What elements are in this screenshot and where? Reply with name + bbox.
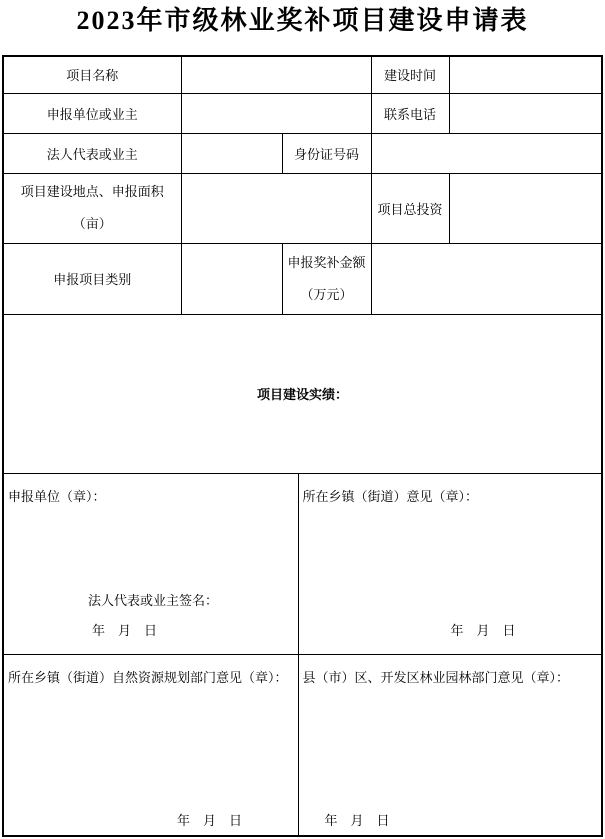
total-investment-label: 项目总投资 [371, 173, 449, 243]
applicant-date-line: 年 月 日 [92, 622, 158, 638]
project-category-label: 申报项目类别 [3, 243, 181, 314]
construction-time-label: 建设时间 [371, 56, 449, 93]
subsidy-amount-value-cell [371, 243, 602, 314]
row-legal-rep [3, 133, 602, 173]
legal-rep-signature-label: 法人代表或业主签名： [88, 592, 219, 608]
id-number-value-cell [371, 133, 602, 173]
township-opinion-cell [298, 473, 602, 654]
row-applicant-township [3, 473, 602, 654]
subsidy-amount-label-line2: （万元） [300, 286, 353, 302]
form-title: 2023年市级林业奖补项目建设申请表 [76, 6, 529, 35]
project-name-value-cell [181, 56, 371, 93]
resources-dept-opinion-cell [3, 654, 298, 836]
applicant-seal-label: 申报单位（章）： [8, 488, 106, 504]
location-area-label-line1: 项目建设地点、申报面积 [20, 184, 164, 199]
applicant-unit-label: 申报单位或业主 [3, 93, 181, 133]
township-opinion-label: 所在乡镇（街道）意见（章）： [302, 488, 479, 504]
total-investment-value-cell [449, 173, 602, 243]
row-project-name [3, 56, 602, 93]
resources-dept-opinion-label: 所在乡镇（街道）自然资源规划部门意见（章）： [8, 669, 288, 685]
forestry-dept-date-line: 年 月 日 [324, 812, 390, 828]
location-area-value-cell [181, 173, 371, 243]
township-date-line: 年 月 日 [450, 622, 516, 638]
resources-dept-date-line: 年 月 日 [177, 812, 243, 828]
location-area-label [3, 173, 181, 243]
location-area-label-line2: （亩） [72, 216, 112, 231]
subsidy-amount-label [282, 243, 371, 314]
id-number-label: 身份证号码 [282, 133, 371, 173]
applicant-unit-value-cell [181, 93, 371, 133]
contact-phone-value-cell [449, 93, 602, 133]
subsidy-amount-label-line1: 申报奖补金额 [287, 254, 366, 270]
row-achievements [3, 314, 602, 473]
legal-rep-label: 法人代表或业主 [3, 133, 181, 173]
row-project-category [3, 243, 602, 314]
contact-phone-label: 联系电话 [371, 93, 449, 133]
achievements-label: 项目建设实绩： [257, 387, 349, 402]
project-category-value-cell [181, 243, 282, 314]
project-name-label: 项目名称 [3, 56, 181, 93]
achievements-section [3, 314, 602, 473]
forestry-dept-opinion-cell [298, 654, 602, 836]
row-location-area [3, 173, 602, 243]
legal-rep-value-cell [181, 133, 282, 173]
construction-time-value-cell [449, 56, 602, 93]
applicant-seal-cell [3, 473, 298, 654]
application-form-table [2, 55, 603, 837]
row-applicant-unit [3, 93, 602, 133]
row-dept-opinions [3, 654, 602, 836]
forestry-dept-opinion-label: 县（市）区、开发区林业园林部门意见（章）： [302, 669, 570, 685]
